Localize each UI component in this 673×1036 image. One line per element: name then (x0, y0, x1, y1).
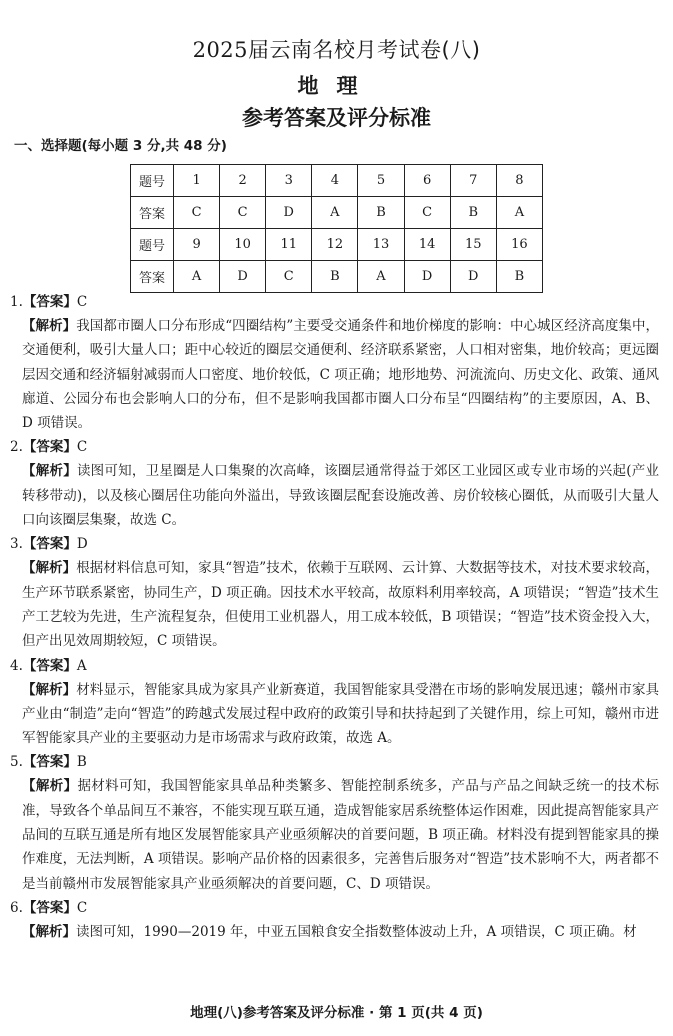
answer-cell: A (496, 197, 542, 229)
question-item (0, 896, 673, 944)
analysis-label: 【解析】 (22, 778, 78, 795)
question-number-cell: 8 (496, 165, 542, 197)
answer-value: C (76, 294, 88, 310)
analysis-label: 【解析】 (22, 681, 77, 698)
analysis-label: 【解析】 (22, 463, 77, 480)
subject-title: 地理 (297, 74, 376, 98)
answer-value: C (76, 439, 88, 456)
title-year: 2025 (192, 38, 249, 62)
question-number: 5. (10, 754, 23, 771)
answer-cell: C (174, 197, 220, 229)
question-item (0, 532, 673, 653)
question-number-cell: 2 (220, 165, 266, 197)
question-item (0, 290, 673, 435)
title-text: 届云南名校月考试卷(八) (248, 38, 481, 62)
answer-value: D (76, 536, 88, 553)
answer-explanations (0, 290, 673, 944)
question-number-cell: 14 (404, 229, 450, 261)
table-row-answers (131, 261, 543, 293)
answer-cell: D (450, 261, 496, 293)
question-number-cell: 4 (312, 165, 358, 197)
answer-cell: B (358, 197, 404, 229)
analysis-paragraph (0, 920, 673, 944)
document-subtitle: 参考答案及评分标准 (242, 106, 431, 130)
answer-label: 【答案】 (22, 657, 77, 674)
analysis-paragraph (0, 459, 673, 532)
answer-cell: C (266, 261, 312, 293)
analysis-label: 【解析】 (22, 923, 76, 940)
question-number-cell: 10 (220, 229, 266, 261)
question-number-cell: 6 (404, 165, 450, 197)
analysis-paragraph (0, 678, 673, 751)
question-number-cell: 5 (358, 165, 404, 197)
question-number-cell: 7 (450, 165, 496, 197)
analysis-text: 根据材料信息可知，家具“智造”技术，依赖于互联网、云计算、大数据等技术，对技术要求较高，生产环节联系紧密，协同生产，D 项正确。因技术水平较高，故原料利用率较高，A 项错误；“智造”技术生产工艺较为先进，生产流程复杂，但使用工业机器人，用工成本较低，B 项错误；“智造”技术资金投入大，但产出见效周期较短，C 项错误。 (22, 560, 659, 650)
question-answer-line (0, 750, 673, 774)
answer-key-table (130, 164, 543, 293)
question-number-cell: 12 (312, 229, 358, 261)
question-answer-line (0, 435, 673, 459)
analysis-text: 读图可知，卫星圈是人口集聚的次高峰，该圈层通常得益于郊区工业园区或专业市场的兴起(产业转移带动)，以及核心圈居住功能向外溢出，导致该圈层配套设施改善、房价较核心圈低，从而吸引大量人口向该圈层集聚，故选 C。 (22, 463, 660, 529)
answer-cell: C (220, 197, 266, 229)
analysis-label: 【解析】 (22, 560, 77, 577)
question-answer-line (0, 654, 673, 678)
row-label-number: 题号 (131, 229, 174, 261)
question-number: 4. (10, 657, 23, 674)
analysis-paragraph (0, 556, 673, 653)
answer-cell: B (496, 261, 542, 293)
analysis-text: 据材料可知，我国智能家具单品种类繁多、智能控制系统多，产品与产品之间缺乏统一的技术标准，导致各个单品间互不兼容，不能实现互联互通，造成智能家居系统整体运作困难，因此提高智能家具产品间的互联互通是所有地区发展智能家具产业亟须解决的首要问题，B 项正确。材料没有提到智能家具的操作难度，无法判断，A 项错误。影响产品价格的因素很多，完善售后服务对“智造”技术影响不大，两者都不是当前赣州市发展智能家具产业亟须解决的首要问题，C、D 项错误。 (22, 778, 660, 892)
question-item (0, 654, 673, 751)
answer-cell: D (266, 197, 312, 229)
answer-label: 【答案】 (22, 294, 77, 310)
table-row-answers (131, 197, 543, 229)
question-answer-line (0, 290, 673, 314)
question-number: 2. (10, 439, 23, 456)
analysis-text: 读图可知，1990—2019 年，中亚五国粮食安全指数整体波动上升，A 项错误，C 项正确。材 (76, 923, 637, 940)
answer-cell: A (312, 197, 358, 229)
question-item (0, 750, 673, 895)
question-number: 6. (10, 899, 23, 916)
question-number-cell: 15 (450, 229, 496, 261)
question-number: 1. (10, 294, 23, 310)
question-number-cell: 9 (174, 229, 220, 261)
answer-cell: C (404, 197, 450, 229)
question-number: 3. (10, 536, 23, 553)
answer-label: 【答案】 (22, 754, 77, 771)
question-number-cell: 16 (496, 229, 542, 261)
question-number-cell: 11 (266, 229, 312, 261)
question-number-cell: 1 (174, 165, 220, 197)
row-label-answer: 答案 (131, 197, 174, 229)
answer-cell: B (450, 197, 496, 229)
answer-value: B (76, 754, 87, 771)
question-number-cell: 13 (358, 229, 404, 261)
answer-cell: A (358, 261, 404, 293)
answer-value: A (76, 657, 87, 674)
analysis-text: 材料显示，智能家具成为家具产业新赛道，我国智能家具受潜在市场的影响发展迅速；赣州市家具产业由“制造”走向“智造”的跨越式发展过程中政府的政策引导和扶持起到了关键作用，综上可知，赣州市进军智能家具产业的主要驱动力是市场需求与政府政策，故选 A。 (22, 681, 660, 747)
answer-cell: A (174, 261, 220, 293)
answer-cell: D (404, 261, 450, 293)
question-item (0, 435, 673, 532)
question-answer-line (0, 532, 673, 556)
answer-cell: B (312, 261, 358, 293)
row-label-answer: 答案 (131, 261, 174, 293)
section-heading-choice: 一、选择题(每小题 3 分,共 48 分) (14, 138, 227, 154)
table-row-numbers (131, 165, 543, 197)
answer-label: 【答案】 (22, 899, 77, 916)
row-label-number: 题号 (131, 165, 174, 197)
document-title (0, 36, 673, 64)
answer-label: 【答案】 (22, 536, 77, 553)
analysis-paragraph (0, 314, 673, 435)
question-answer-line (0, 896, 673, 920)
analysis-text: 我国都市圈人口分布形成“四圈结构”主要受交通条件和地价梯度的影响：中心城区经济高度集中，交通便利，吸引大量人口；距中心较近的圈层交通便利、经济联系紧密，人口相对密集，地价较高；更远圈层因交通和经济辐射减弱而人口密度、地价较低，C 项正确；地形地势、河流流向、历史文化、政策、通风廊道、公园分布也会影响人口的分布，但不是影响我国都市圈人口分布呈“四圈结构”的主要原因，A、B、D 项错误。 (22, 318, 659, 432)
analysis-label: 【解析】 (22, 318, 77, 334)
answer-cell: D (220, 261, 266, 293)
answer-value: C (76, 899, 88, 916)
analysis-paragraph (0, 774, 673, 895)
answer-label: 【答案】 (22, 439, 77, 456)
page-footer: 地理(八)参考答案及评分标准 · 第 1 页(共 4 页) (190, 1005, 483, 1021)
question-number-cell: 3 (266, 165, 312, 197)
table-row-numbers (131, 229, 543, 261)
